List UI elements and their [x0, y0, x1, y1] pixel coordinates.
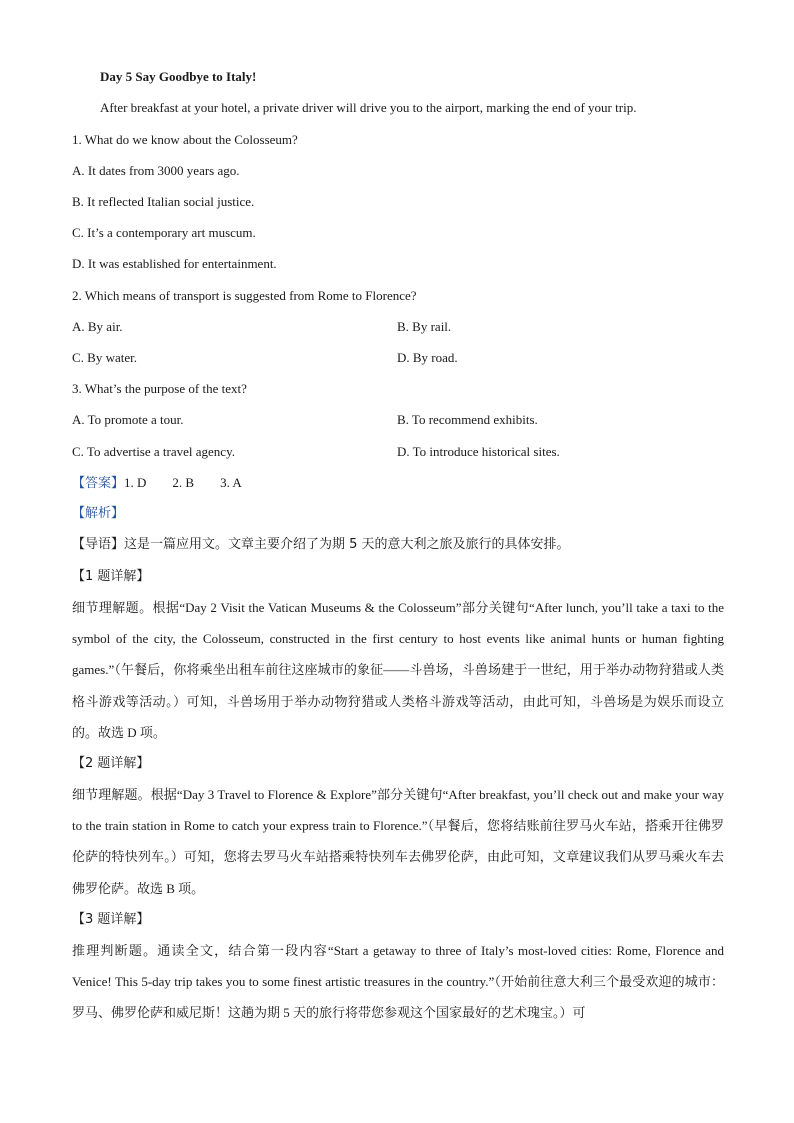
question-3-option-b: B. To recommend exhibits.: [397, 412, 538, 427]
question-3-stem: 3. What’s the purpose of the text?: [72, 381, 247, 396]
question-1-option-a: A. It dates from 3000 years ago.: [72, 163, 240, 178]
intro-row: [72, 536, 570, 554]
answer-row: [72, 474, 242, 493]
question-2-option-b: B. By rail.: [397, 319, 452, 334]
question-3-option-d: D. To introduce historical sites.: [397, 444, 560, 459]
question-1-stem: 1. What do we know about the Colosseum?: [72, 132, 298, 147]
day5-heading: Day 5 Say Goodbye to Italy!: [100, 69, 257, 84]
question-1-option-b: B. It reflected Italian social justice.: [72, 194, 255, 209]
answer-label: 【答案】: [72, 476, 125, 491]
q1-detail-text: 细节理解题。根据“Day 2 Visit the Vatican Museums & the Colosseum”部分关键句“After lunch, you’ll take a taxi to the symbol of the city, the Colosseum, constructed in the first century to host events like animal hunts or human fighting games.”（午餐后，你将乘坐出租车前往这座城市的象征——斗兽场，斗兽场建于一世纪，用于举办动物狩猎或人类格斗游戏等活动。）可知，斗兽场用于举办动物狩猎或人类格斗游戏等活动，由此可知，斗兽场是为娱乐而设立的。故选 D 项。: [72, 600, 724, 740]
day5-text: After breakfast at your hotel, a private driver will drive you to the airport, marking the end of your trip.: [100, 100, 637, 115]
q2-detail-text: 细节理解题。根据“Day 3 Travel to Florence & Explore”部分关键句“After breakfast, you’ll check out and make your way to the train station in Rome to catch your express train to Florence.”（早餐后，您将结账前往罗马火车站，搭乘开往佛罗伦萨的特快列车。）可知，您将去罗马火车站搭乘特快列车去佛罗伦萨，由此可知，文章建议我们从罗马乘火车去佛罗伦萨。故选 B 项。: [72, 787, 724, 896]
question-2-stem: 2. Which means of transport is suggested from Rome to Florence?: [72, 288, 417, 303]
q3-detail-label: 【3 题详解】: [72, 912, 150, 927]
question-2-option-d: D. By road.: [397, 350, 458, 365]
question-1-option-d: D. It was established for entertainment.: [72, 256, 277, 271]
intro-text: 这是一篇应用文。文章主要介绍了为期 5 天的意大利之旅及旅行的具体安排。: [124, 537, 570, 552]
answer-item-3: 3. A: [220, 475, 242, 490]
question-3-option-a: A. To promote a tour.: [72, 412, 184, 427]
answer-item-2: 2. B: [172, 475, 195, 490]
question-1-option-c: C. It’s a contemporary art muscum.: [72, 225, 256, 240]
analysis-label: 【解析】: [72, 506, 125, 521]
question-2-option-c: C. By water.: [72, 350, 137, 365]
question-2-option-a: A. By air.: [72, 319, 123, 334]
q3-detail-text: 推理判断题。通读全文，结合第一段内容“Start a getaway to three of Italy’s most-loved cities: Rome, Florence and Venice! This 5-day trip takes you to some finest artistic treasures in the country.”（开始前往意大利三个最受欢迎的城市：罗马、佛罗伦萨和威尼斯！这趟为期 5 天的旅行将带您参观这个国家最好的艺术瑰宝。）可: [72, 943, 724, 1021]
q2-detail-label: 【2 题详解】: [72, 756, 150, 771]
question-3-option-c: C. To advertise a travel agency.: [72, 444, 235, 459]
q1-detail-label: 【1 题详解】: [72, 569, 150, 584]
intro-label: 【导语】: [72, 537, 125, 552]
answer-item-1: 1. D: [124, 475, 147, 490]
